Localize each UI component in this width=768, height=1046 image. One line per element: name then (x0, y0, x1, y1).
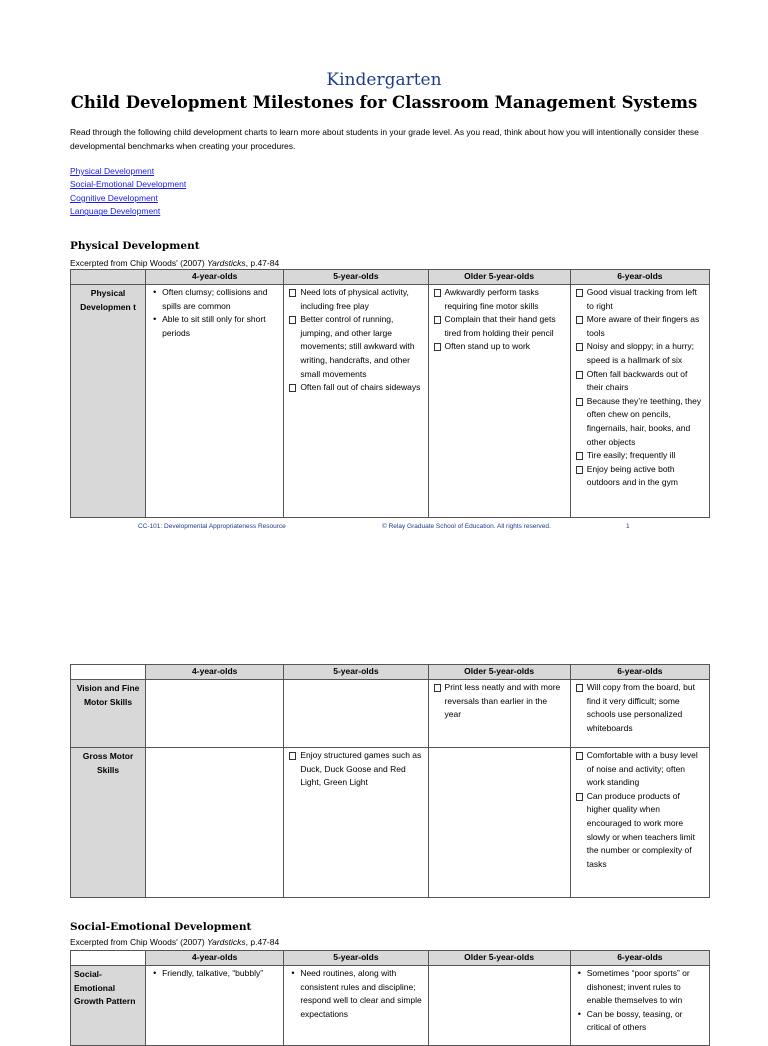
list-item: Often fall backwards out of their chairs (575, 368, 705, 395)
column-header: 4-year-olds (146, 665, 284, 680)
list-item: More aware of their fingers as tools (575, 313, 705, 340)
table-cell (146, 966, 284, 1046)
physical-table (70, 269, 710, 518)
footer-copyright: © Relay Graduate School of Education. All rights reserved. (382, 523, 551, 530)
table-row (71, 748, 710, 898)
list-item: • Often clumsy; collisions and spills are common (150, 286, 279, 313)
grade-title: Kindergarten (326, 70, 442, 90)
list-item: Awkwardly perform tasks requiring fine motor skills (433, 286, 566, 313)
list-item: Good visual tracking from left to right (575, 286, 705, 313)
column-header: 5-year-olds (284, 665, 428, 680)
table-cell (570, 285, 709, 518)
intro-paragraph: Read through the following child development charts to learn more about students in your grade level. As you read, think about how you will intentionally consider these developmental benchmarks when creating your procedures. (70, 127, 699, 151)
column-header: 5-year-olds (284, 951, 428, 966)
document-title: Child Development Milestones for Classroom Management Systems (70, 93, 698, 112)
corner-cell (71, 951, 146, 966)
list-item: • Need routines, along with consistent rules and discipline; respond well to clear and simple expectations (288, 967, 423, 1021)
social-table (70, 950, 710, 1046)
list-item: Comfortable with a busy level of noise and activity; often work standing (575, 749, 705, 790)
row-label: Physical Developmen t (71, 285, 146, 518)
list-item: Often stand up to work (433, 340, 566, 354)
link-cognitive-development[interactable]: Cognitive Development (70, 192, 158, 203)
list-item: Enjoy being active both outdoors and in the gym (575, 463, 705, 490)
column-header: 6-year-olds (570, 665, 709, 680)
link-social-emotional-development[interactable]: Social-Emotional Development (70, 179, 187, 190)
table-row (71, 966, 710, 1046)
table-cell (428, 285, 570, 518)
column-header: 4-year-olds (146, 951, 284, 966)
footer-left: CC-101: Developmental Appropriateness Resource (138, 523, 286, 530)
list-item: Need lots of physical activity, including free play (288, 286, 423, 313)
list-item: Tire easily; frequently ill (575, 449, 705, 463)
column-header: 6-year-olds (570, 951, 709, 966)
table-header-row (71, 270, 710, 285)
table-cell (428, 680, 570, 748)
list-item: Noisy and sloppy; in a hurry; speed is a hallmark of six (575, 340, 705, 367)
column-header: Older 5-year-olds (428, 665, 570, 680)
section-links (70, 165, 186, 219)
table-row (71, 285, 710, 518)
column-header: Older 5-year-olds (428, 270, 570, 285)
row-label: Gross Motor Skills (71, 748, 146, 898)
corner-cell (71, 665, 146, 680)
column-header: 5-year-olds (284, 270, 428, 285)
list-item: • Can be bossy, teasing, or critical of others (575, 1008, 705, 1035)
table-row (71, 680, 710, 748)
table-cell (284, 680, 428, 748)
table-cell (284, 748, 428, 898)
footer-page-number: 1 (626, 523, 630, 530)
list-item: Often fall out of chairs sideways (288, 381, 423, 395)
list-item: Can produce products of higher quality when encouraged to work more slowly or when teachers limit the number or complexity of tasks (575, 790, 705, 872)
table-cell (570, 748, 709, 898)
list-item: • Sometimes “poor sports” or dishonest; invent rules to enable themselves to win (575, 967, 705, 1008)
table-cell (570, 966, 709, 1046)
table-cell (146, 285, 284, 518)
page-2 (0, 600, 768, 1033)
list-item: Complain that their hand gets tired from holding their pencil (433, 313, 566, 340)
list-item: Better control of running, jumping, and other large movements; still awkward with writing, handcrafts, and other small movements (288, 313, 423, 381)
list-item: Enjoy structured games such as Duck, Duck Goose and Red Light, Green Light (288, 749, 423, 790)
table-cell (284, 285, 428, 518)
link-physical-development[interactable]: Physical Development (70, 166, 155, 176)
physical-excerpt: Excerpted from Chip Woods' (2007) Yardsticks, p.47-84 (70, 258, 280, 268)
table-cell (284, 966, 428, 1046)
list-item: Print less neatly and with more reversals than earlier in the year (433, 681, 566, 722)
table-cell (428, 748, 570, 898)
column-header: 4-year-olds (146, 270, 284, 285)
table-cell (146, 680, 284, 748)
table-cell (146, 748, 284, 898)
column-header: Older 5-year-olds (428, 951, 570, 966)
physical-section-title: Physical Development (70, 240, 200, 252)
list-item: • Able to sit still only for short periods (150, 313, 279, 340)
physical-table-continued (70, 664, 710, 898)
column-header: 6-year-olds (570, 270, 709, 285)
table-header-row (71, 951, 710, 966)
table-cell (428, 966, 570, 1046)
row-label: Social-Emotional Growth Pattern (71, 966, 146, 1046)
social-section-title: Social-Emotional Development (70, 921, 252, 933)
list-item: Because they’re teething, they often chew on pencils, fingernails, hair, books, and other objects (575, 395, 705, 449)
link-language-development[interactable]: Language Development (70, 206, 161, 217)
table-cell (570, 680, 709, 748)
list-item: • Friendly, talkative, “bubbly” (150, 967, 279, 981)
row-label: Vision and Fine Motor Skills (71, 680, 146, 748)
social-excerpt: Excerpted from Chip Woods' (2007) Yardsticks, p.47-84 (70, 937, 280, 947)
table-header-row (71, 665, 710, 680)
corner-cell (71, 270, 146, 285)
list-item: Will copy from the board, but find it very difficult; some schools use personalized whiteboards (575, 681, 705, 735)
